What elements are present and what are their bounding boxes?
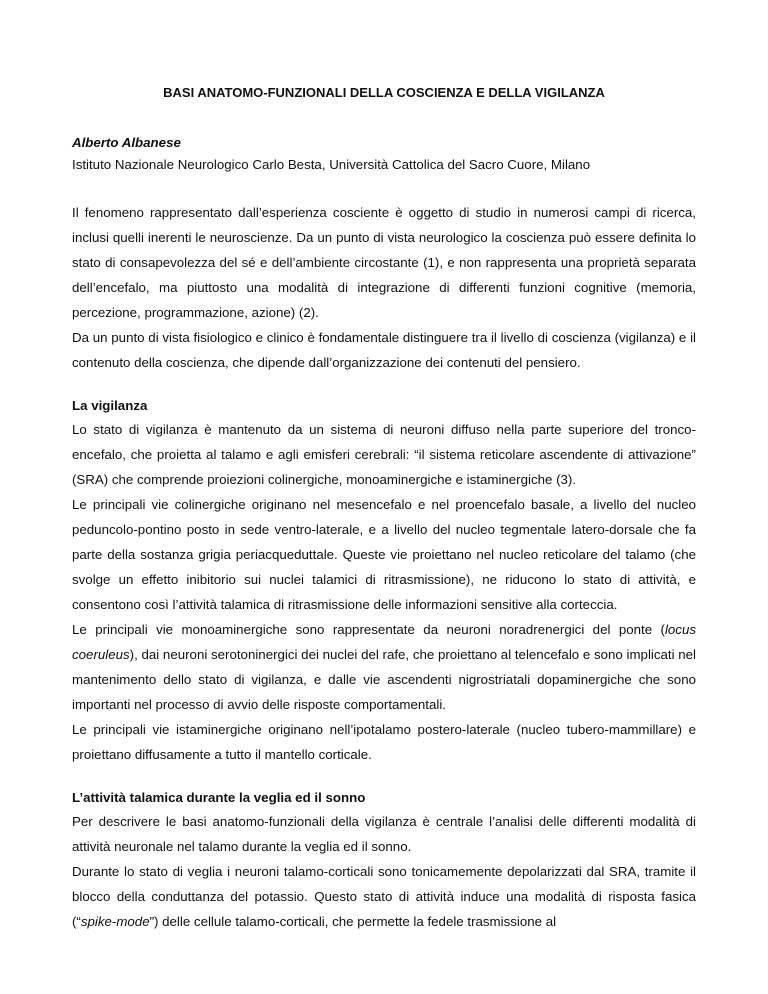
- author-name: Alberto Albanese: [72, 135, 181, 150]
- document-title: BASI ANATOMO-FUNZIONALI DELLA COSCIENZA E DELLA VIGILANZA: [163, 85, 605, 100]
- vigilanza-paragraph-2: Le principali vie colinergiche originano nel mesencefalo e nel proencefalo basale, a livello del nucleo peduncolo-pontino posto in sede ventro-laterale, e a livello del nucleo tegmentale latero-dorsale che fa parte della sostanza grigia periacqueduttale. Queste vie proiettano nel nucleo reticolare del talamo (che svolge un effetto inibitorio sui nuclei talamici di ritrasmissione), ne riducono lo stato di attività, e consentono così l’attività talamica di ritrasmissione delle informazioni sensitive alla corteccia.: [72, 497, 696, 612]
- talamo-paragraph-2: [72, 859, 696, 934]
- talamo-paragraph-1: Per descrivere le basi anatomo-funzionali della vigilanza è centrale l’analisi delle differenti modalità di attività neuronale nel talamo durante la veglia ed il sonno.: [72, 814, 696, 854]
- p3-text-a: Le principali vie monoaminergiche sono rappresentate da neuroni noradrenergici del ponte (: [72, 622, 665, 637]
- locus-coeruleus-term: locus coeruleus: [72, 622, 696, 662]
- vigilanza-paragraph-4: Le principali vie istaminergiche originano nell’ipotalamo postero-laterale (nucleo tubero-mammillare) e proiettano diffusamente a tutto il mantello corticale.: [72, 722, 696, 762]
- p3-text-b: ), dai neuroni serotoninergici dei nuclei del rafe, che proiettano al telencefalo e sono implicati nel mantenimento dello stato di vigilanza, e dalle vie ascendenti nigrostriatali dopaminergiche che sono importanti nel processo di avvio delle risposte comportamentali.: [72, 647, 696, 712]
- spike-mode-term: spike-mode: [80, 914, 150, 929]
- section-heading-attivita-talamica: L’attività talamica durante la veglia ed il sonno: [72, 790, 366, 805]
- spacer: [72, 767, 696, 787]
- section-heading-vigilanza: La vigilanza: [72, 398, 148, 413]
- p2-text-b: ”) delle cellule talamo-corticali, che permette la fedele trasmissione al: [149, 914, 557, 929]
- intro-paragraph-2: Da un punto di vista fisiologico e clinico è fondamentale distinguere tra il livello di coscienza (vigilanza) e il contenuto della coscienza, che dipende dall’organizzazione dei contenuti del pensiero.: [72, 330, 696, 370]
- spacer: [72, 375, 696, 395]
- intro-paragraph-1: Il fenomeno rappresentato dall’esperienza cosciente è oggetto di studio in numerosi campi di ricerca, inclusi quelli inerenti le neuroscienze. Da un punto di vista neurologico la coscienza può essere definita lo stato di consapevolezza del sé e dell’ambiente circostante (1), e non rappresenta una proprietà separata dell’encefalo, ma piuttosto una modalità di integrazione di differenti funzioni cognitive (memoria, percezione, programmazione, azione) (2).: [72, 205, 696, 320]
- vigilanza-paragraph-1: Lo stato di vigilanza è mantenuto da un sistema di neuroni diffuso nella parte superiore del tronco-encefalo, che proietta al talamo e agli emisferi cerebrali: “il sistema reticolare ascendente di attivazione” (SRA) che comprende proiezioni colinergiche, monoaminergiche e istaminergiche (3).: [72, 422, 696, 487]
- author-affiliation: Istituto Nazionale Neurologico Carlo Besta, Università Cattolica del Sacro Cuore, Milano: [72, 157, 591, 172]
- vigilanza-paragraph-3: [72, 617, 696, 717]
- p2-text-a: Durante lo stato di veglia i neuroni talamo-corticali sono tonicamemente depolarizzati dal SRA, tramite il blocco della conduttanza del potassio. Questo stato di attività induce una modalità di risposta fasica (“: [72, 864, 696, 929]
